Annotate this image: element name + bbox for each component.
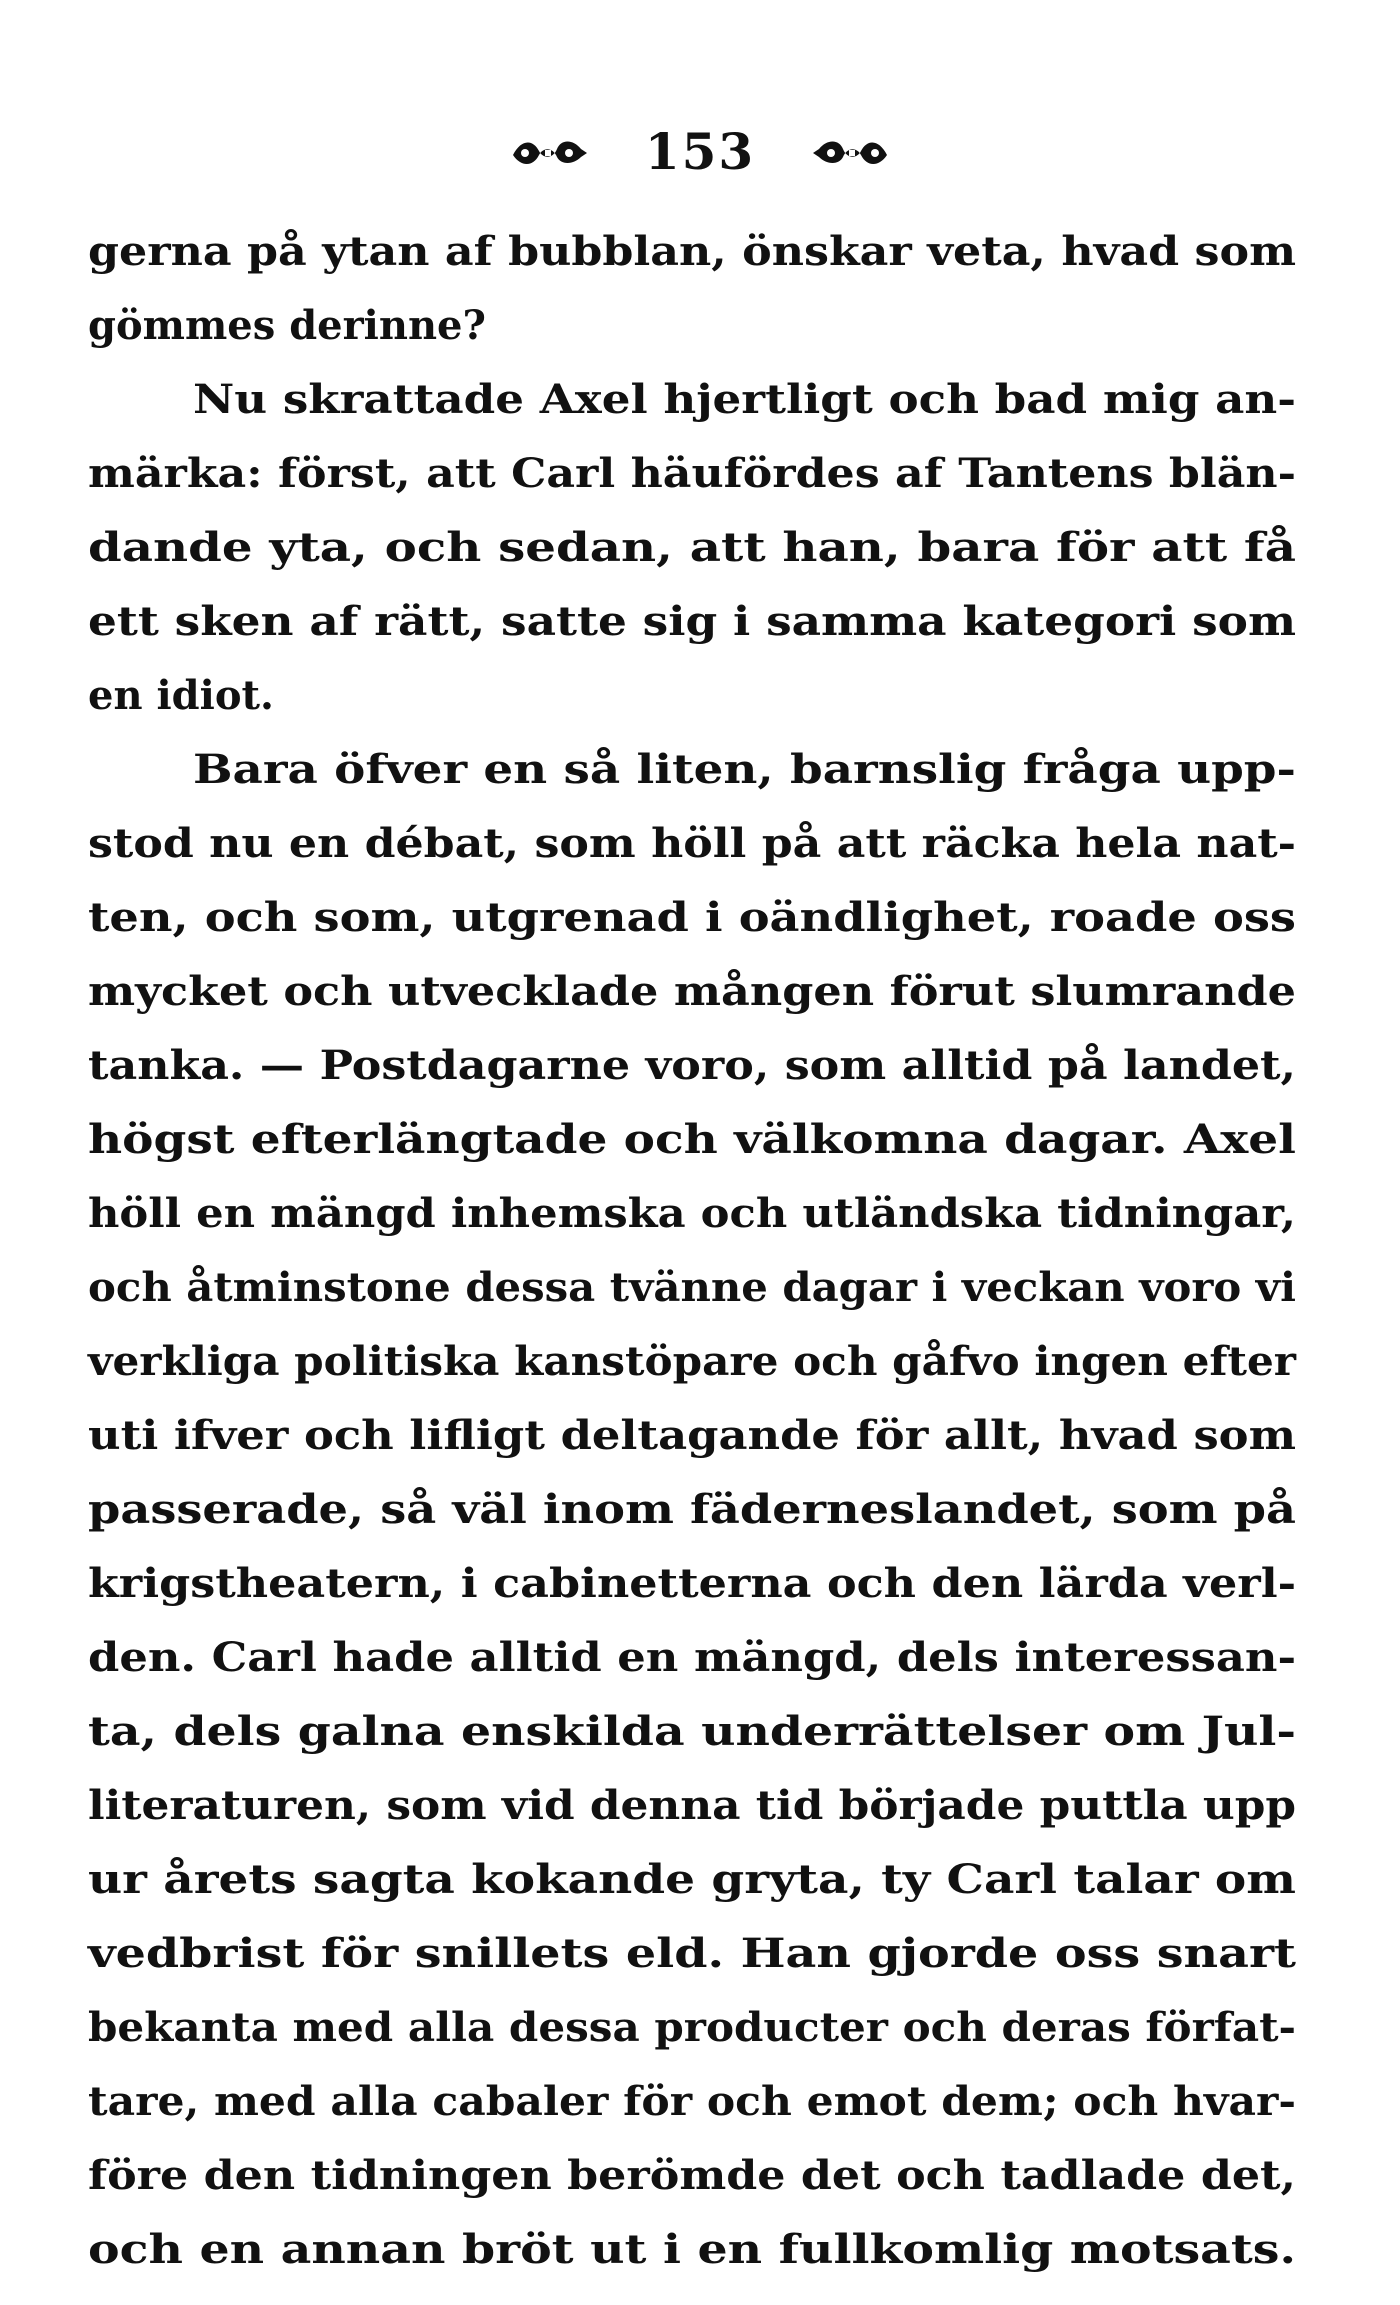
text-line: krigstheatern, i cabinetterna och den lärda verl-	[88, 1560, 1297, 1607]
text-line: dande yta, och sedan, att han, bara för att få	[88, 524, 1296, 571]
text-line: ta, dels galna enskilda underrättelser om Jul-	[88, 1708, 1297, 1755]
text-line: vedbrist för snillets eld. Han gjorde oss snart	[88, 1930, 1296, 1977]
text-line: och åtminstone dessa tvänne dagar i veckan voro vi	[88, 1264, 1296, 1311]
text-line: den. Carl hade alltid en mängd, dels interessan-	[88, 1634, 1297, 1681]
text-line: gerna på ytan af bubblan, önskar veta, hvad som	[88, 228, 1297, 275]
text-line: märka: först, att Carl häufördes af Tantens blän-	[88, 450, 1296, 497]
text-line: och en annan bröt ut i en fullkomlig motsats.	[88, 2226, 1296, 2273]
text-line: höll en mängd inhemska och utländska tidningar,	[88, 1190, 1296, 1237]
text-line: mycket och utvecklade mången förut slumrande	[88, 968, 1296, 1015]
text-line: tare, med alla cabaler för och emot dem; och hvar-	[88, 2078, 1297, 2125]
text-line: ett sken af rätt, satte sig i samma kategori som	[88, 598, 1296, 645]
text-line: uti ifver och lifligt deltagande för allt, hvad som	[88, 1412, 1296, 1459]
text-line: Bara öfver en så liten, barnslig fråga upp-	[193, 746, 1296, 793]
decorative-flourish-icon	[811, 135, 889, 169]
page-number: 153	[644, 122, 756, 181]
text-line: ten, och som, utgrenad i oändlighet, roade oss	[88, 894, 1296, 941]
text-line: stod nu en débat, som höll på att räcka hela nat-	[88, 820, 1297, 867]
text-line: passerade, så väl inom fäderneslandet, som på	[88, 1486, 1296, 1533]
text-line: en idiot.	[88, 672, 274, 719]
text-line: före den tidningen berömde det och tadlade det,	[88, 2152, 1296, 2199]
text-line: Nu skrattade Axel hjertligt och bad mig an-	[193, 376, 1297, 423]
page-header	[0, 118, 1400, 182]
text-line: högst efterlängtade och välkomna dagar. Axel	[88, 1116, 1297, 1163]
text-line: literaturen, som vid denna tid började puttla upp	[88, 1782, 1297, 1829]
text-line: verkliga politiska kanstöpare och gåfvo ingen efter	[88, 1338, 1297, 1385]
text-line: gömmes derinne?	[88, 302, 486, 349]
text-line: bekanta med alla dessa producter och deras förfat-	[88, 2004, 1296, 2051]
decorative-flourish-icon	[511, 135, 589, 169]
page-body	[88, 215, 1296, 2287]
text-line: tanka. — Postdagarne voro, som alltid på landet,	[88, 1042, 1296, 1089]
text-line: ur årets sagta kokande gryta, ty Carl talar om	[88, 1856, 1297, 1903]
